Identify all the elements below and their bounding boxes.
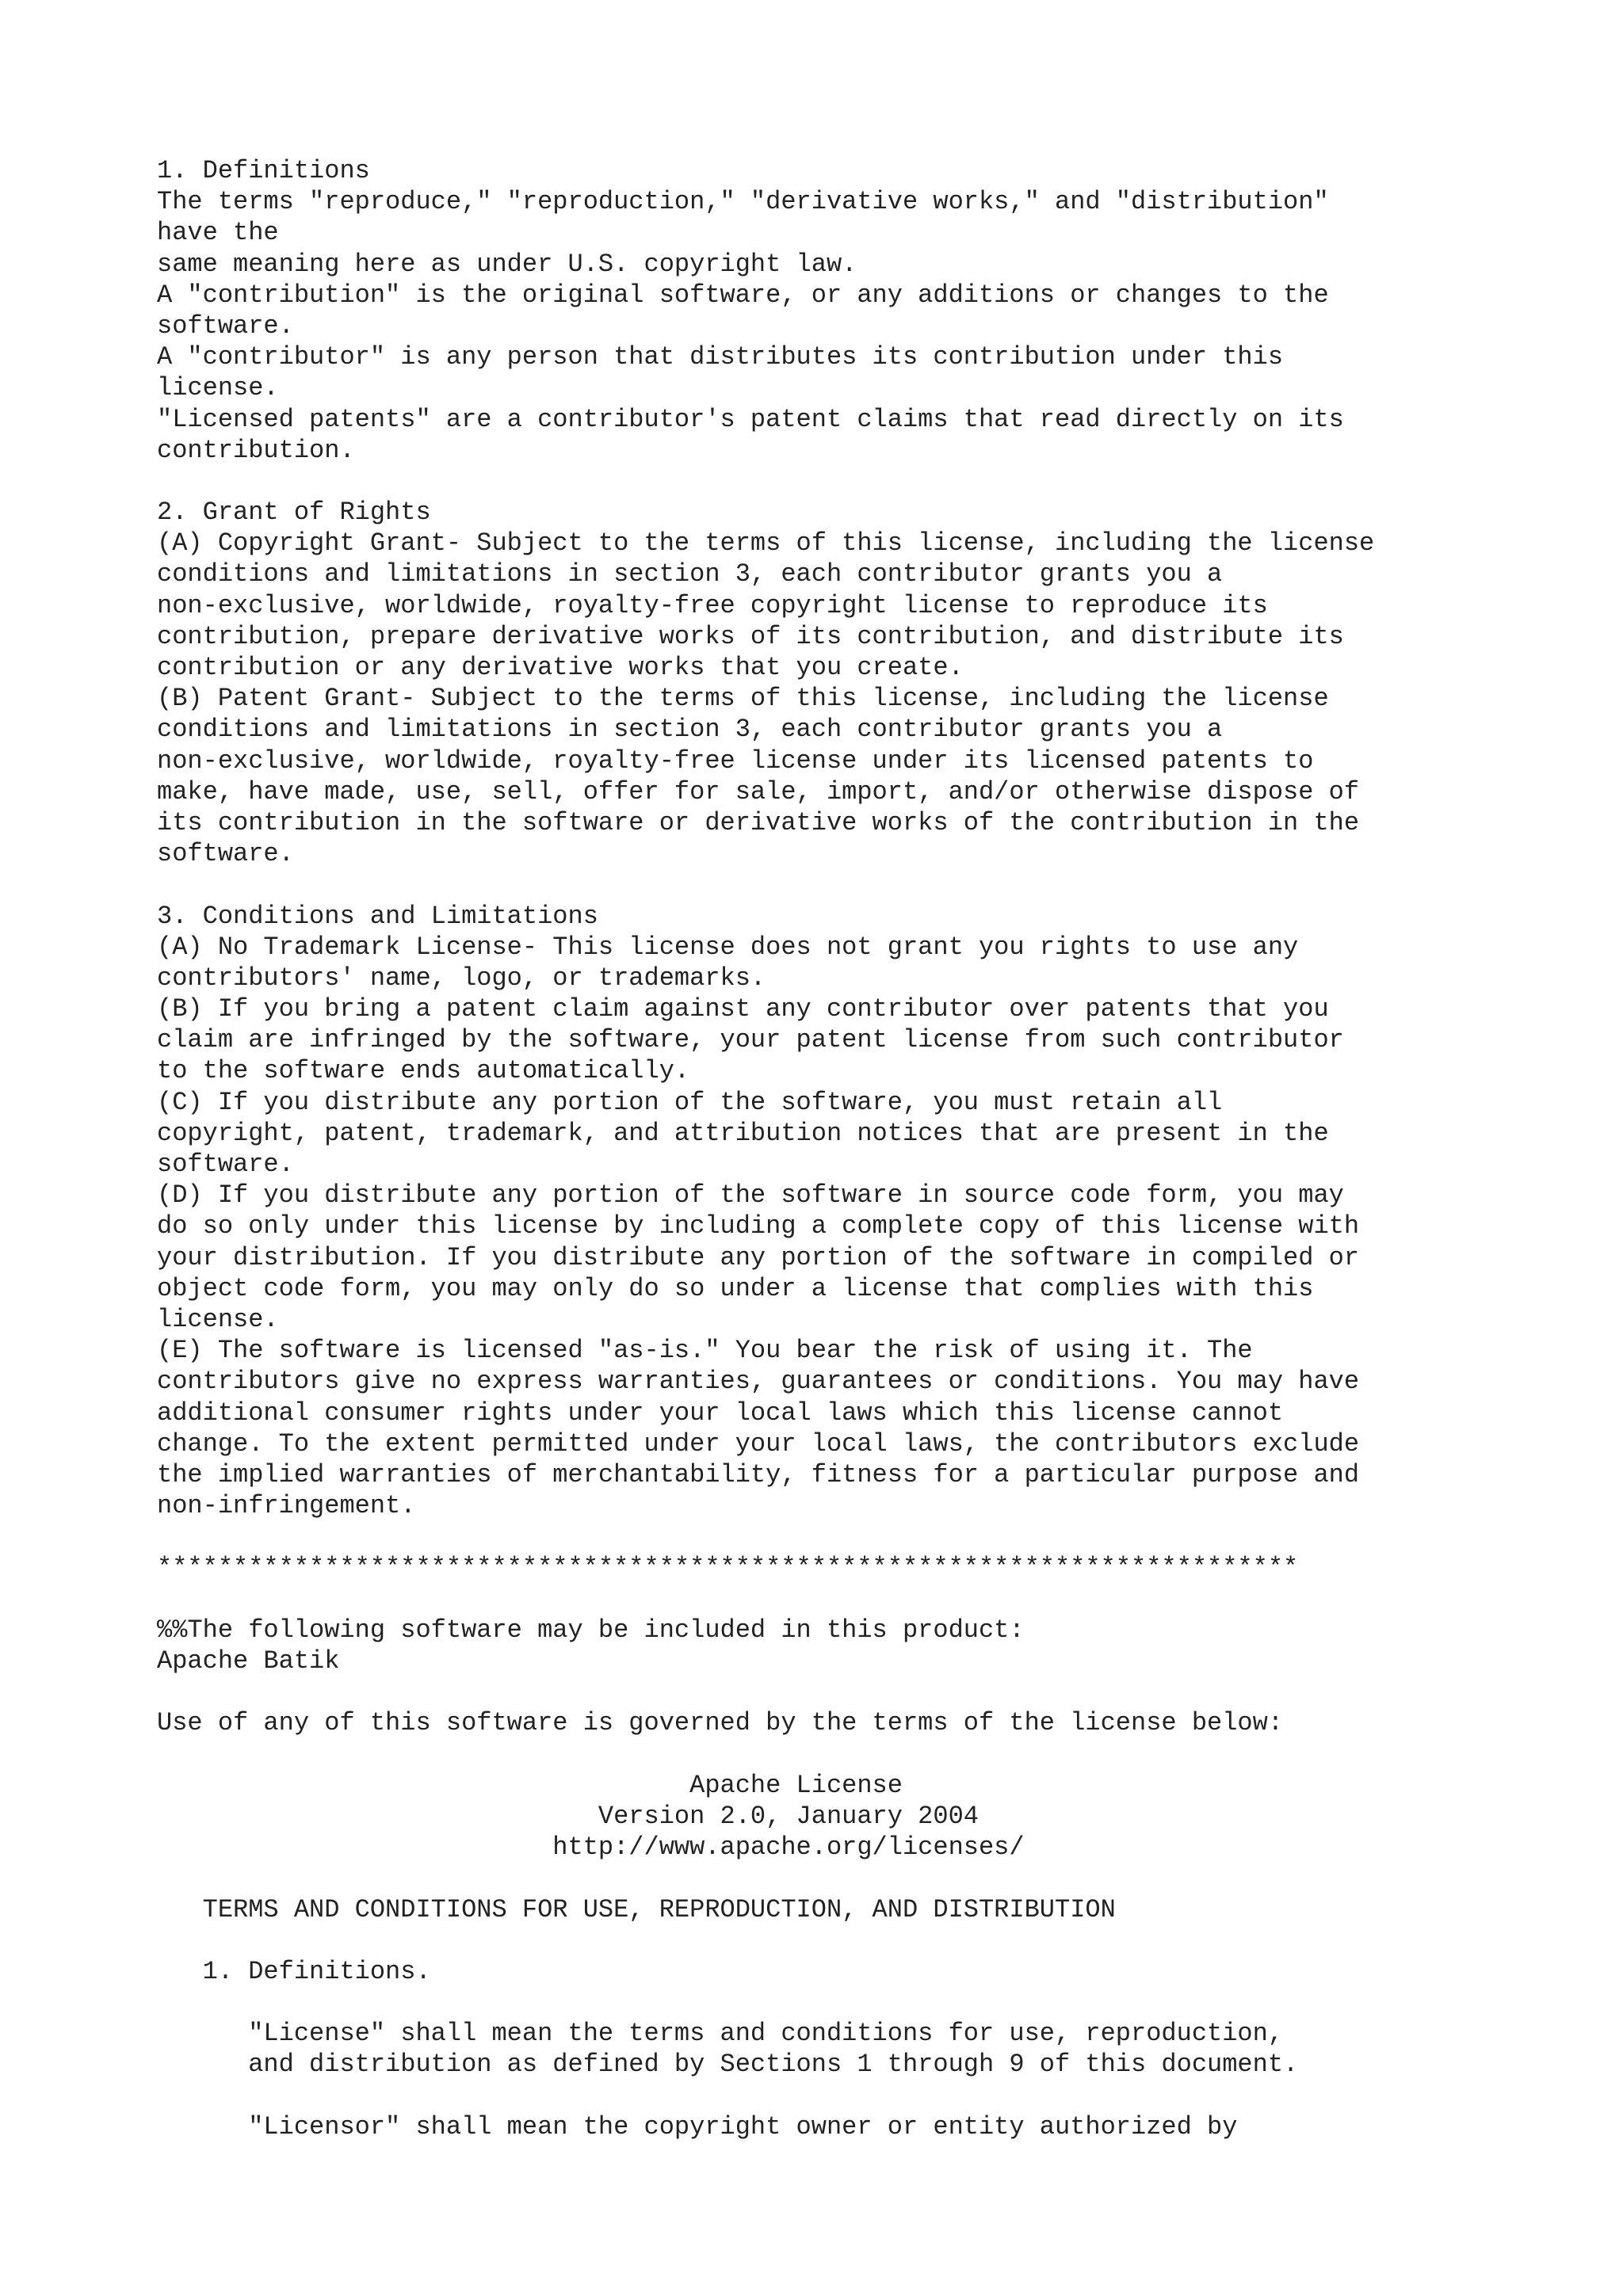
- text-line: contribution or any derivative works that you create.: [157, 653, 964, 682]
- text-line: contributors' name, logo, or trademarks.: [157, 963, 766, 993]
- text-line: software.: [157, 311, 294, 341]
- text-line: conditions and limitations in section 3, each contributor grants you a: [157, 715, 1223, 745]
- text-line: "Licensor" shall mean the copyright owner or entity authorized by: [157, 2111, 1238, 2142]
- blank-line: [157, 1521, 1599, 1552]
- text-line: (D) If you distribute any portion of the software in source code form, you may: [157, 1180, 1344, 1211]
- text-line: Apache Batik: [157, 1646, 340, 1676]
- text-line: have the: [157, 218, 279, 248]
- text-line: "Licensed patents" are a contributor's patent claims that read directly on its: [157, 404, 1344, 434]
- text-line: A "contributor" is any person that distributes its contribution under this: [157, 342, 1284, 372]
- blank-line: [157, 1987, 1599, 2018]
- text-line: http://www.apache.org/licenses/: [157, 1833, 1025, 1863]
- text-line: non-exclusive, worldwide, royalty-free copyright license to reproduce its: [157, 590, 1268, 620]
- text-line: Apache License: [157, 1770, 903, 1800]
- text-line: 2. Grant of Rights: [157, 498, 431, 528]
- text-line: 1. Definitions.: [157, 1956, 431, 1986]
- text-line: contributors give no express warranties, guarantees or conditions. You may have: [157, 1367, 1360, 1397]
- text-line: non-infringement.: [157, 1491, 416, 1521]
- text-line: TERMS AND CONDITIONS FOR USE, REPRODUCTION, AND DISTRIBUTION: [157, 1894, 1116, 1924]
- text-line: Version 2.0, January 2004: [157, 1801, 979, 1831]
- text-line: the implied warranties of merchantability, fitness for a particular purpose and: [157, 1459, 1360, 1489]
- text-line: (B) Patent Grant- Subject to the terms of this license, including the license: [157, 684, 1329, 714]
- text-line: contribution.: [157, 435, 355, 465]
- text-line: same meaning here as under U.S. copyright law.: [157, 249, 857, 279]
- blank-line: [157, 1739, 1599, 1770]
- text-line: (E) The software is licensed "as-is." You bear the risk of using it. The: [157, 1336, 1253, 1366]
- text-line: contribution, prepare derivative works of its contribution, and distribute its: [157, 621, 1344, 651]
- blank-line: [157, 1676, 1599, 1707]
- text-line: (A) No Trademark License- This license does not grant you rights to use any: [157, 932, 1299, 962]
- text-line: additional consumer rights under your local laws which this license cannot: [157, 1398, 1284, 1428]
- text-line: "License" shall mean the terms and conditions for use, reproduction,: [157, 2019, 1284, 2049]
- text-line: and distribution as defined by Sections 1 through 9 of this document.: [157, 2050, 1299, 2080]
- text-line: The terms "reproduce," "reproduction," "derivative works," and "distribution": [157, 187, 1329, 217]
- blank-line: [157, 1863, 1599, 1894]
- text-line: software.: [157, 1150, 294, 1179]
- text-line: license.: [157, 1304, 279, 1334]
- text-line: copyright, patent, trademark, and attribution notices that are present in the: [157, 1118, 1329, 1148]
- text-line: your distribution. If you distribute any portion of the software in compiled or: [157, 1242, 1360, 1272]
- text-line: (B) If you bring a patent claim against any contributor over patents that you: [157, 994, 1329, 1024]
- blank-line: [157, 1925, 1599, 1956]
- text-line: its contribution in the software or derivative works of the contribution in the: [157, 807, 1360, 837]
- text-line: %%The following software may be included in this product:: [157, 1615, 1025, 1645]
- text-line: non-exclusive, worldwide, royalty-free license under its licensed patents to: [157, 746, 1314, 776]
- license-text-document: [157, 155, 1599, 2142]
- blank-line: [157, 1584, 1599, 1615]
- text-line: claim are infringed by the software, your patent license from such contributor: [157, 1025, 1344, 1055]
- blank-line: [157, 2081, 1599, 2111]
- blank-line: [157, 869, 1599, 900]
- text-line: 3. Conditions and Limitations: [157, 901, 598, 931]
- text-line: do so only under this license by including a complete copy of this license with: [157, 1211, 1360, 1241]
- text-line: object code form, you may only do so under a license that complies with this: [157, 1273, 1314, 1303]
- text-line: ***************************************************************************: [157, 1553, 1299, 1583]
- text-line: change. To the extent permitted under your local laws, the contributors exclude: [157, 1428, 1360, 1459]
- blank-line: [157, 466, 1599, 497]
- text-line: software.: [157, 839, 294, 869]
- text-line: A "contribution" is the original software, or any additions or changes to the: [157, 280, 1329, 310]
- text-line: make, have made, use, sell, offer for sale, import, and/or otherwise dispose of: [157, 776, 1360, 807]
- text-line: license.: [157, 373, 279, 403]
- text-line: conditions and limitations in section 3, each contributor grants you a: [157, 559, 1223, 589]
- text-line: (A) Copyright Grant- Subject to the terms of this license, including the license: [157, 528, 1375, 559]
- text-line: Use of any of this software is governed by the terms of the license below:: [157, 1708, 1284, 1738]
- text-line: 1. Definitions: [157, 156, 370, 185]
- text-line: (C) If you distribute any portion of the software, you must retain all: [157, 1087, 1223, 1117]
- text-line: to the software ends automatically.: [157, 1056, 690, 1086]
